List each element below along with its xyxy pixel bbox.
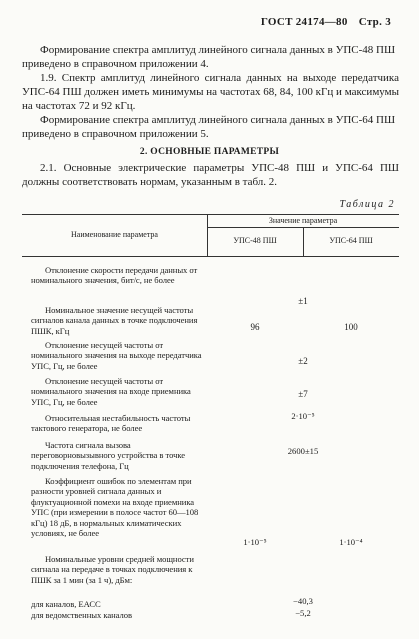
- table-row-rx-deviation: Отклонение несущей частоты от номинального значения на входе приемника УПС, Гц, не более: [31, 376, 191, 407]
- value-rx-deviation: ±7: [298, 389, 308, 399]
- header-parameter-name: Наименование параметра: [71, 230, 158, 239]
- value-speed-deviation: ±1: [298, 296, 308, 306]
- page-number: Стр. 3: [358, 16, 391, 28]
- paragraph-1-9: 1.9. Спектр амплитуд линейного сигнала данных на выходе передатчика УПС-64 ПШ должен иметь минимумы на частотах 68, 84, 100 кГц и максимумы на частотах 72 и 92 кГц.: [22, 72, 399, 112]
- paragraph-1-8-end: Формирование спектра амплитуд линейного сигнала данных в УПС-48 ПШ приведено в справочном приложении 4.: [22, 44, 396, 70]
- table-row-power-levels: Номинальные уровни средней мощности сигнала на передаче в точках подключения к ПШК за 1 мин (за 1 ч), дБм:: [31, 554, 194, 585]
- table-subrow-departmental: для ведомственных каналов: [31, 610, 132, 620]
- value-tx-deviation: ±2: [298, 356, 308, 366]
- table-row-clock-instability: Относительная нестабильность частоты тактового генератора, не более: [31, 413, 191, 434]
- table-top-border: [22, 214, 399, 215]
- value-call-frequency: 2600±15: [287, 446, 319, 456]
- table-row-call-frequency: Частота сигнала вызова переговорновызывного устройства в точке подключения телефона, Гц: [31, 440, 186, 471]
- table-label: Таблица 2: [339, 199, 395, 210]
- table-row-tx-deviation: Отклонение несущей частоты от номинального значения на выходе передатчика УПС, Гц, не более: [31, 340, 202, 371]
- value-error-ratio-ups64: 1·10⁻⁴: [339, 537, 363, 547]
- header-ups-64: УПС-64 ПШ: [329, 236, 373, 245]
- header-parameter-value: Значение параметра: [268, 216, 338, 225]
- table-row-error-ratio: Коэффициент ошибок по элементам при разности уровней сигнала данных и флуктуационной помехи на входе приемника УПС (при измерении в полосе частот 60—108 кГц) 18 дБ, в нормальных климатических условиях, не более: [31, 476, 199, 539]
- page-header: [261, 16, 391, 28]
- section-heading: 2. ОСНОВНЫЕ ПАРАМЕТРЫ: [139, 147, 280, 157]
- value-clock-instability: 2·10⁻⁵: [291, 411, 315, 421]
- header-bottom-border: [22, 256, 399, 257]
- table-row-carrier-frequency: Номинальное значение несущей частоты сигналов канала данных в точке подключения ПШК, кГц: [31, 305, 198, 336]
- paragraph-2-1: 2.1. Основные электрические параметры УПС-48 ПШ и УПС-64 ПШ должны соответствовать нормам, указанным в табл. 2.: [22, 162, 399, 188]
- table-subrow-eacc: для каналов, ЕАСС: [31, 599, 101, 609]
- value-carrier-ups48: 96: [250, 322, 260, 332]
- value-error-ratio-ups48: 1·10⁻⁵: [243, 537, 267, 547]
- value-level-departmental: −5,2: [295, 608, 311, 618]
- gost-number: ГОСТ 24174—80: [260, 16, 348, 28]
- paragraph-appendix-5: Формирование спектра амплитуд линейного сигнала данных в УПС-64 ПШ приведено в справочном приложении 5.: [22, 114, 396, 140]
- value-carrier-ups64: 100: [344, 322, 358, 332]
- table-row-speed-deviation: Отклонение скорости передачи данных от номинального значения, бит/с, не более: [31, 265, 198, 286]
- value-level-eacc: −40,3: [293, 596, 313, 606]
- header-ups-48: УПС-48 ПШ: [233, 236, 277, 245]
